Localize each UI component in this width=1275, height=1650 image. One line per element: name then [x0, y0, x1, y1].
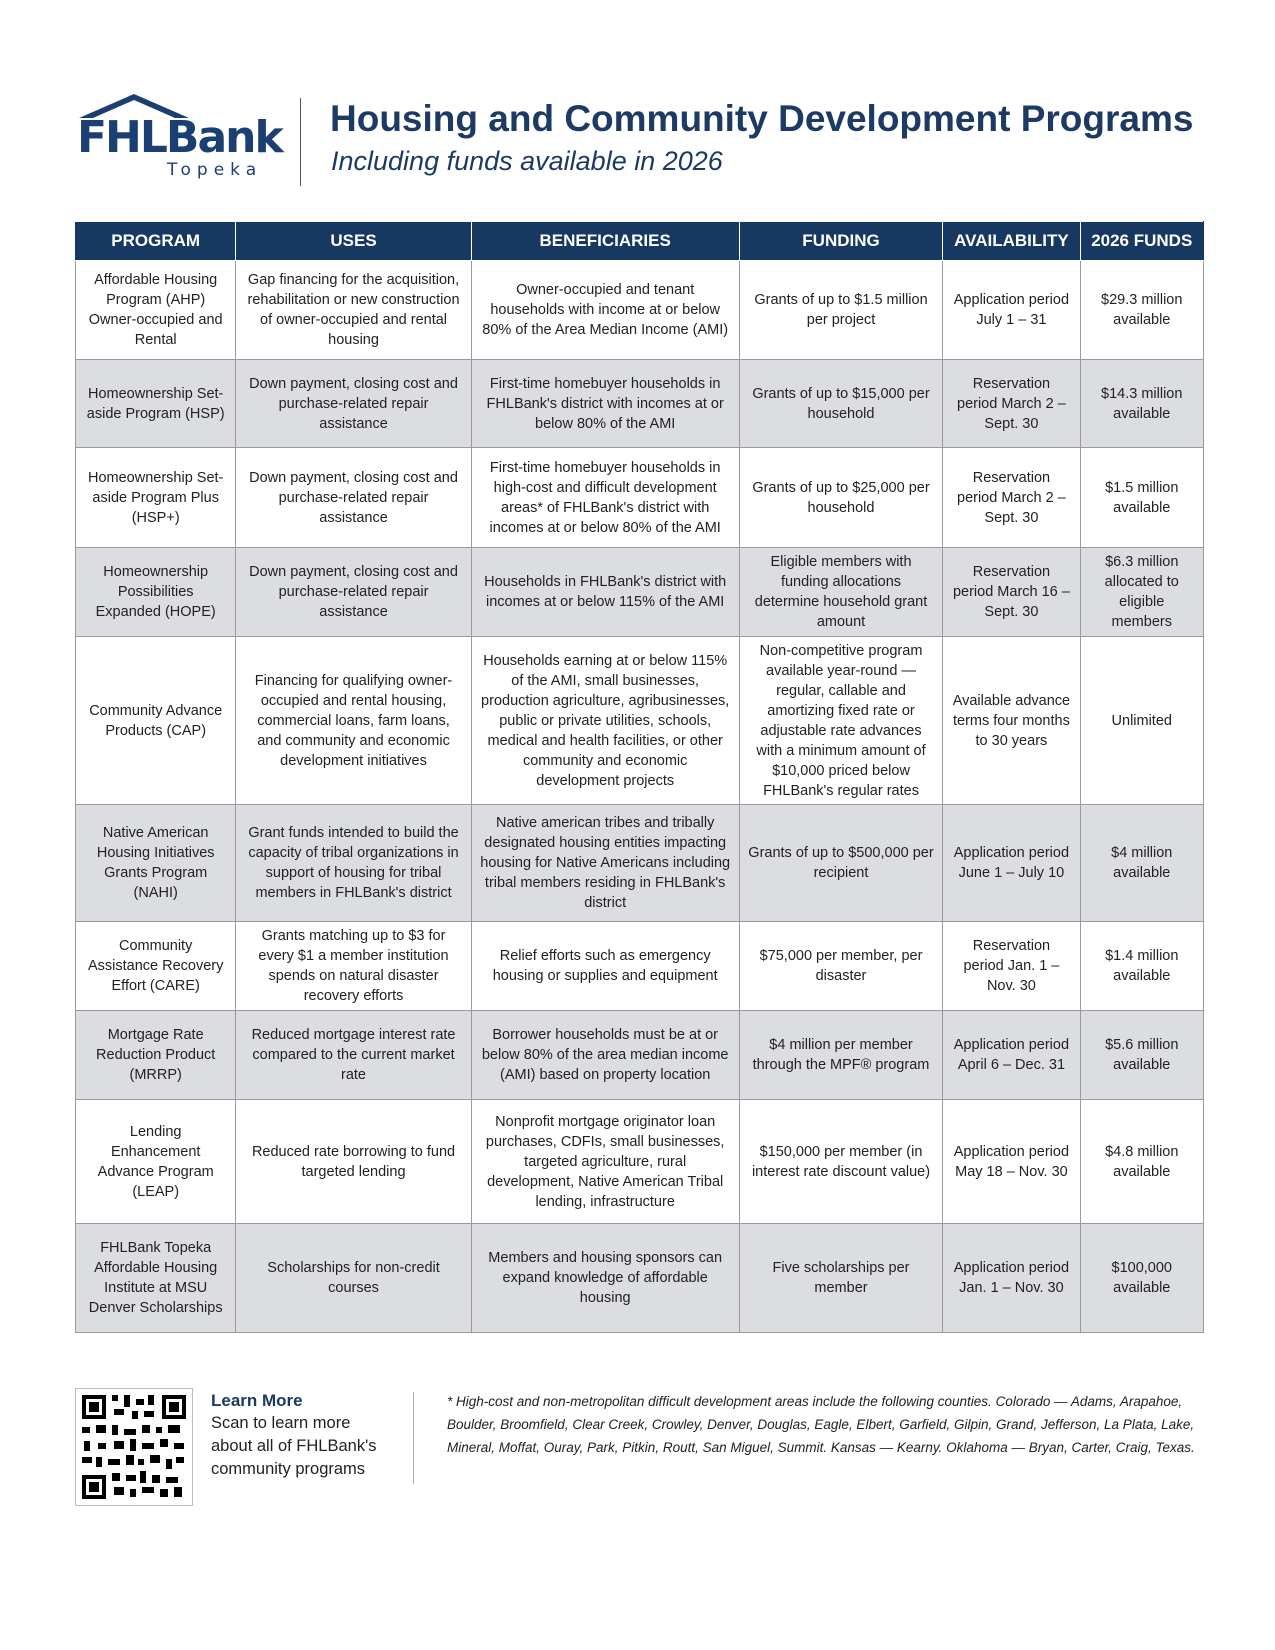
cell-funds: Unlimited: [1080, 637, 1204, 805]
table-header-row: [76, 222, 1204, 261]
cell-program: Community Advance Products (CAP): [76, 637, 236, 805]
table-row: [76, 922, 1204, 1011]
cell-program: FHLBank Topeka Affordable Housing Institute at MSU Denver Scholarships: [76, 1224, 236, 1333]
cell-beneficiaries: Owner-occupied and tenant households with income at or below 80% of the Area Median Income (AMI): [471, 261, 739, 360]
col-header-beneficiaries: BENEFICIARIES: [471, 222, 739, 261]
table-row: [76, 1224, 1204, 1333]
cell-funding: Eligible members with funding allocations determine household grant amount: [739, 548, 943, 637]
cell-program: Lending Enhancement Advance Program (LEAP): [76, 1100, 236, 1224]
page-title: Housing and Community Development Programs: [330, 98, 1194, 139]
cell-funds: $4.8 million available: [1080, 1100, 1204, 1224]
table-row: [76, 805, 1204, 922]
col-header-funding: FUNDING: [739, 222, 943, 261]
cell-availability: Application period July 1 – 31: [943, 261, 1080, 360]
cell-funds: $5.6 million available: [1080, 1011, 1204, 1100]
cell-availability: Reservation period March 2 – Sept. 30: [943, 448, 1080, 548]
cell-beneficiaries: Native american tribes and tribally designated housing entities impacting housing for Native Americans including tribal members residing in FHLBank's district: [471, 805, 739, 922]
cell-uses: Gap financing for the acquisition, rehabilitation or new construction of owner-occupied and rental housing: [236, 261, 471, 360]
page-header: [75, 90, 1205, 190]
cell-program: Native American Housing Initiatives Grants Program (NAHI): [76, 805, 236, 922]
cell-availability: Application period April 6 – Dec. 31: [943, 1011, 1080, 1100]
cell-funds: $14.3 million available: [1080, 360, 1204, 448]
qr-code-icon[interactable]: [75, 1388, 193, 1506]
cell-program: Affordable Housing Program (AHP) Owner-occupied and Rental: [76, 261, 236, 360]
learn-more-block: [211, 1390, 396, 1481]
page-subtitle: Including funds available in 2026: [331, 146, 723, 176]
cell-funds: $100,000 available: [1080, 1224, 1204, 1333]
cell-program: Community Assistance Recovery Effort (CARE): [76, 922, 236, 1011]
cell-funds: $1.4 million available: [1080, 922, 1204, 1011]
programs-table: [75, 221, 1204, 1333]
cell-beneficiaries: Nonprofit mortgage originator loan purchases, CDFIs, small businesses, targeted agriculture, rural development, Native American Tribal lending, infrastructure: [471, 1100, 739, 1224]
cell-funding: Grants of up to $1.5 million per project: [739, 261, 943, 360]
cell-uses: Down payment, closing cost and purchase-related repair assistance: [236, 360, 471, 448]
cell-funds: $29.3 million available: [1080, 261, 1204, 360]
cell-availability: Application period Jan. 1 – Nov. 30: [943, 1224, 1080, 1333]
cell-uses: Down payment, closing cost and purchase-related repair assistance: [236, 448, 471, 548]
cell-availability: Available advance terms four months to 30 years: [943, 637, 1080, 805]
table-row: [76, 360, 1204, 448]
cell-funding: Grants of up to $25,000 per household: [739, 448, 943, 548]
cell-uses: Down payment, closing cost and purchase-related repair assistance: [236, 548, 471, 637]
cell-availability: Reservation period March 2 – Sept. 30: [943, 360, 1080, 448]
cell-funding: Five scholarships per member: [739, 1224, 943, 1333]
table-row: [76, 1011, 1204, 1100]
cell-uses: Financing for qualifying owner-occupied and rental housing, commercial loans, farm loans, and community and economic development initiatives: [236, 637, 471, 805]
footer-divider: [413, 1392, 414, 1484]
col-header-availability: AVAILABILITY: [943, 222, 1080, 261]
cell-funding: $75,000 per member, per disaster: [739, 922, 943, 1011]
cell-uses: Grant funds intended to build the capacity of tribal organizations in support of housing for tribal members in FHLBank's district: [236, 805, 471, 922]
cell-availability: Application period May 18 – Nov. 30: [943, 1100, 1080, 1224]
cell-beneficiaries: First-time homebuyer households in FHLBank's district with incomes at or below 80% of the AMI: [471, 360, 739, 448]
cell-funding: $4 million per member through the MPF® program: [739, 1011, 943, 1100]
cell-availability: Application period June 1 – July 10: [943, 805, 1080, 922]
col-header-program: PROGRAM: [76, 222, 236, 261]
cell-funds: $6.3 million allocated to eligible members: [1080, 548, 1204, 637]
cell-beneficiaries: First-time homebuyer households in high-cost and difficult development areas* of FHLBank's district with incomes at or below 80% of the AMI: [471, 448, 739, 548]
cell-funding: Non-competitive program available year-round — regular, callable and amortizing fixed rate or adjustable rate advances with a minimum amount of $10,000 priced below FHLBank's regular rates: [739, 637, 943, 805]
cell-beneficiaries: Households earning at or below 115% of the AMI, small businesses, production agriculture, agribusinesses, public or private utilities, schools, medical and health facilities, or other community and economic development projects: [471, 637, 739, 805]
learn-more-text: Scan to learn more about all of FHLBank's community programs: [211, 1414, 377, 1478]
cell-beneficiaries: Households in FHLBank's district with incomes at or below 115% of the AMI: [471, 548, 739, 637]
cell-funds: $4 million available: [1080, 805, 1204, 922]
footnote-counties: * High-cost and non-metropolitan difficult development areas include the following counties. Colorado — Adams, Arapahoe, Boulder, Broomfield, Clear Creek, Crowley, Denver, Douglas, Eagle, Elbert, Garfield, Gilpin, Grand, Jefferson, La Plata, Lake, Mineral, Moffat, Ouray, Park, Pitkin, Routt, San Miguel, Summit. Kansas — Kearny. Oklahoma — Bryan, Carter, Craig, Texas.: [447, 1394, 1195, 1455]
table-row: [76, 548, 1204, 637]
col-header-2026-funds: 2026 FUNDS: [1080, 222, 1204, 261]
cell-funds: $1.5 million available: [1080, 448, 1204, 548]
cell-availability: Reservation period Jan. 1 – Nov. 30: [943, 922, 1080, 1011]
table-row: [76, 1100, 1204, 1224]
cell-uses: Reduced rate borrowing to fund targeted lending: [236, 1100, 471, 1224]
col-header-uses: USES: [236, 222, 471, 261]
learn-more-title: Learn More: [211, 1391, 303, 1410]
cell-uses: Scholarships for non-credit courses: [236, 1224, 471, 1333]
logo-subtitle: Topeka: [167, 160, 263, 180]
cell-beneficiaries: Relief efforts such as emergency housing or supplies and equipment: [471, 922, 739, 1011]
cell-funding: Grants of up to $500,000 per recipient: [739, 805, 943, 922]
cell-beneficiaries: Members and housing sponsors can expand knowledge of affordable housing: [471, 1224, 739, 1333]
cell-availability: Reservation period March 16 – Sept. 30: [943, 548, 1080, 637]
cell-uses: Reduced mortgage interest rate compared to the current market rate: [236, 1011, 471, 1100]
logo-wordmark: FHLBank: [77, 112, 282, 163]
table-row: [76, 261, 1204, 360]
cell-program: Homeownership Possibilities Expanded (HOPE): [76, 548, 236, 637]
table-row: [76, 448, 1204, 548]
cell-program: Mortgage Rate Reduction Product (MRRP): [76, 1011, 236, 1100]
fhlbank-logo[interactable]: [75, 90, 282, 185]
cell-program: Homeownership Set-aside Program Plus (HSP+): [76, 448, 236, 548]
cell-funding: $150,000 per member (in interest rate discount value): [739, 1100, 943, 1224]
cell-funding: Grants of up to $15,000 per household: [739, 360, 943, 448]
cell-program: Homeownership Set-aside Program (HSP): [76, 360, 236, 448]
header-divider: [300, 98, 301, 186]
cell-beneficiaries: Borrower households must be at or below 80% of the area median income (AMI) based on property location: [471, 1011, 739, 1100]
table-row: [76, 637, 1204, 805]
cell-uses: Grants matching up to $3 for every $1 a member institution spends on natural disaster recovery efforts: [236, 922, 471, 1011]
